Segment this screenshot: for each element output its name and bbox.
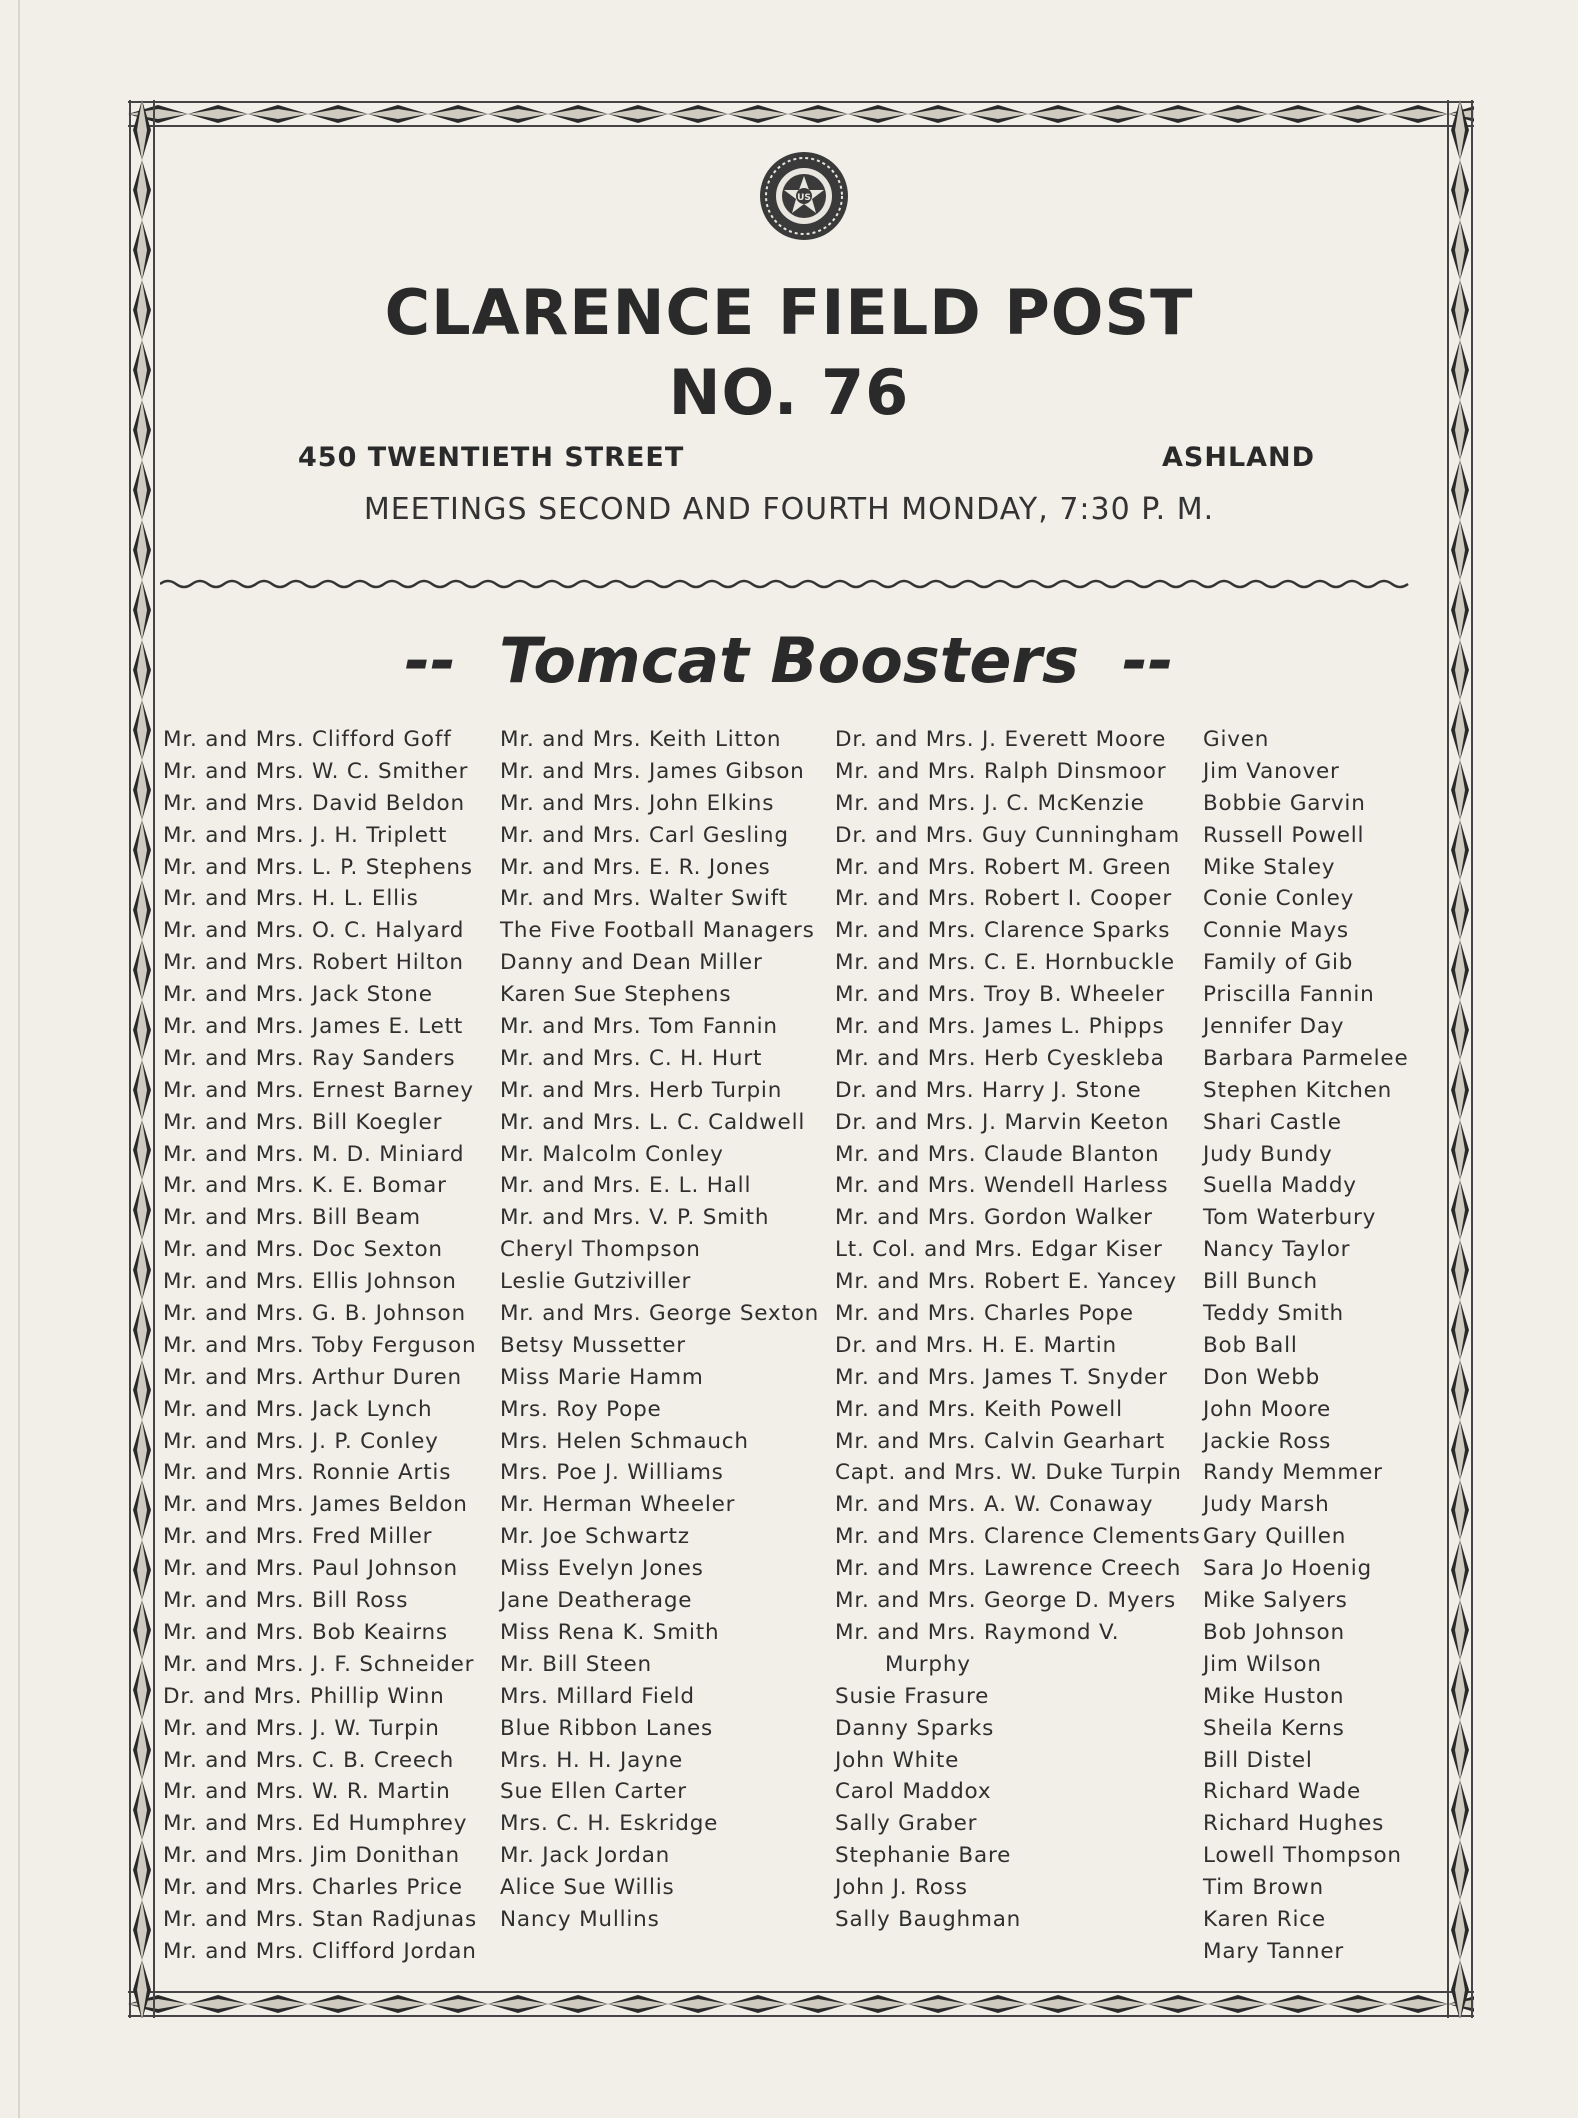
booster-name: Carol Maddox bbox=[835, 1779, 992, 1805]
booster-name: Mr. and Mrs. Walter Swift bbox=[500, 886, 788, 912]
booster-name: Mr. and Mrs. James Beldon bbox=[163, 1492, 468, 1518]
booster-name: Dr. and Mrs. Harry J. Stone bbox=[835, 1077, 1142, 1103]
booster-name: Richard Wade bbox=[1203, 1779, 1362, 1805]
booster-name: Leslie Gutziviller bbox=[500, 1269, 692, 1295]
booster-name: Miss Marie Hamm bbox=[500, 1364, 704, 1390]
city: ASHLAND bbox=[1162, 442, 1316, 473]
booster-name: Randy Memmer bbox=[1203, 1460, 1383, 1486]
booster-name: Mr. and Mrs. James L. Phipps bbox=[835, 1014, 1165, 1040]
booster-name: Nancy Mullins bbox=[500, 1906, 660, 1932]
booster-name: Russell Powell bbox=[1203, 822, 1365, 848]
booster-name: Bill Bunch bbox=[1203, 1269, 1318, 1295]
meeting-schedule: MEETINGS SECOND AND FOURTH MONDAY, 7:30 P. M. bbox=[363, 492, 1215, 527]
booster-name: Mr. and Mrs. James Gibson bbox=[500, 758, 805, 784]
booster-name: Mr. and Mrs. Tom Fannin bbox=[500, 1014, 778, 1040]
booster-name: Sheila Kerns bbox=[1203, 1715, 1345, 1741]
booster-name: Mr. and Mrs. Fred Miller bbox=[163, 1524, 433, 1550]
booster-name: Mr. and Mrs. Clifford Jordan bbox=[163, 1938, 477, 1964]
booster-name: Jim Vanover bbox=[1203, 758, 1340, 784]
booster-name: Nancy Taylor bbox=[1203, 1237, 1351, 1263]
booster-name: Jane Deatherage bbox=[500, 1588, 693, 1614]
booster-name: Mr. and Mrs. J. H. Triplett bbox=[163, 822, 448, 848]
booster-name: Mr. and Mrs. Toby Ferguson bbox=[163, 1332, 477, 1358]
booster-name: Mr. and Mrs. Ray Sanders bbox=[163, 1045, 456, 1071]
street-address: 450 TWENTIETH STREET bbox=[298, 442, 685, 473]
booster-name: Dr. and Mrs. H. E. Martin bbox=[835, 1332, 1117, 1358]
booster-name: Mr. and Mrs. John Elkins bbox=[500, 790, 775, 816]
booster-name: Mrs. H. H. Jayne bbox=[500, 1747, 684, 1773]
booster-name: Mr. and Mrs. K. E. Bomar bbox=[163, 1173, 447, 1199]
booster-name: Mr. and Mrs. Robert Hilton bbox=[163, 950, 464, 976]
booster-name: Mr. and Mrs. Charles Pope bbox=[835, 1301, 1134, 1327]
booster-name: Mr. and Mrs. Jack Stone bbox=[163, 982, 433, 1008]
booster-name: Mr. and Mrs. Jim Donithan bbox=[163, 1843, 460, 1869]
booster-name: Mr. Bill Steen bbox=[500, 1651, 652, 1677]
booster-name: Mr. and Mrs. V. P. Smith bbox=[500, 1205, 770, 1231]
booster-name: Mr. and Mrs. Bill Koegler bbox=[163, 1109, 443, 1135]
booster-name: Tim Brown bbox=[1203, 1875, 1324, 1901]
svg-text:US: US bbox=[797, 193, 811, 203]
booster-name: Mr. and Mrs. Bill Ross bbox=[163, 1588, 409, 1614]
booster-name: Mr. Joe Schwartz bbox=[500, 1524, 690, 1550]
booster-name: Judy Bundy bbox=[1203, 1141, 1333, 1167]
booster-name: Mrs. Poe J. Williams bbox=[500, 1460, 724, 1486]
booster-name: Karen Sue Stephens bbox=[500, 982, 732, 1008]
post-title: CLARENCE FIELD POST bbox=[384, 276, 1194, 349]
booster-name: Family of Gib bbox=[1203, 950, 1354, 976]
booster-name: Mary Tanner bbox=[1203, 1938, 1344, 1964]
booster-name: Sue Ellen Carter bbox=[500, 1779, 687, 1805]
booster-name: Mr. and Mrs. W. C. Smither bbox=[163, 758, 469, 784]
booster-name: Mr. and Mrs. Carl Gesling bbox=[500, 822, 789, 848]
booster-name: Blue Ribbon Lanes bbox=[500, 1715, 714, 1741]
booster-name: Bob Ball bbox=[1203, 1332, 1298, 1358]
booster-name: Dr. and Mrs. J. Everett Moore bbox=[835, 727, 1167, 752]
section-heading: -- Tomcat Boosters -- bbox=[404, 624, 1174, 697]
booster-name: Mike Huston bbox=[1203, 1683, 1345, 1709]
booster-name: Mr. and Mrs. C. H. Hurt bbox=[500, 1045, 763, 1071]
booster-name: Mr. and Mrs. Gordon Walker bbox=[835, 1205, 1153, 1231]
booster-name: Mr. and Mrs. H. L. Ellis bbox=[163, 886, 419, 912]
booster-name: Mr. and Mrs. Ronnie Artis bbox=[163, 1460, 452, 1486]
booster-name: Mr. and Mrs. Clarence Clements bbox=[835, 1524, 1201, 1550]
booster-name: Mr. and Mrs. Wendell Harless bbox=[835, 1173, 1169, 1199]
booster-name: Richard Hughes bbox=[1203, 1811, 1385, 1837]
booster-name: Priscilla Fannin bbox=[1203, 982, 1375, 1008]
booster-name: Mr. and Mrs. M. D. Miniard bbox=[163, 1141, 465, 1167]
booster-name: Mr. and Mrs. Claude Blanton bbox=[835, 1141, 1160, 1167]
booster-name: John White bbox=[835, 1747, 960, 1773]
booster-name: Suella Maddy bbox=[1203, 1173, 1357, 1199]
booster-name: Mr. and Mrs. G. B. Johnson bbox=[163, 1301, 466, 1327]
booster-name: Dr. and Mrs. J. Marvin Keeton bbox=[835, 1109, 1170, 1135]
booster-name: John J. Ross bbox=[835, 1875, 968, 1901]
booster-name: Stephen Kitchen bbox=[1203, 1077, 1393, 1103]
booster-name: Mrs. Roy Pope bbox=[500, 1396, 662, 1422]
booster-name: Mr. and Mrs. Ellis Johnson bbox=[163, 1269, 457, 1295]
booster-name: Don Webb bbox=[1203, 1364, 1321, 1390]
post-number: NO. 76 bbox=[668, 356, 910, 429]
booster-name: Teddy Smith bbox=[1203, 1301, 1344, 1327]
booster-name: Jennifer Day bbox=[1203, 1014, 1345, 1040]
booster-name: Lt. Col. and Mrs. Edgar Kiser bbox=[835, 1237, 1163, 1263]
booster-name: Mr. and Mrs. Stan Radjunas bbox=[163, 1906, 478, 1932]
booster-name: Karen Rice bbox=[1203, 1906, 1326, 1932]
booster-name: Mr. and Mrs. Robert I. Cooper bbox=[835, 886, 1172, 912]
booster-name: Jackie Ross bbox=[1203, 1428, 1332, 1454]
booster-name: Mr. and Mrs. Clifford Goff bbox=[163, 727, 452, 752]
booster-name: John Moore bbox=[1203, 1396, 1332, 1422]
booster-name: Mr. and Mrs. Paul Johnson bbox=[163, 1556, 458, 1582]
booster-name: Mr. and Mrs. J. C. McKenzie bbox=[835, 790, 1145, 816]
booster-name: Mr. and Mrs. Bob Keairns bbox=[163, 1619, 448, 1645]
booster-column-1 bbox=[163, 724, 477, 1968]
booster-name: Mr. and Mrs. Robert E. Yancey bbox=[835, 1269, 1177, 1295]
booster-name: Betsy Mussetter bbox=[500, 1332, 686, 1358]
booster-name: Mr. and Mrs. Ernest Barney bbox=[163, 1077, 474, 1103]
american-legion-emblem-icon bbox=[758, 150, 850, 242]
border-top bbox=[128, 100, 1474, 128]
booster-name: Mr. and Mrs. Clarence Sparks bbox=[835, 918, 1171, 944]
booster-name: Mr. and Mrs. Charles Price bbox=[163, 1875, 463, 1901]
booster-column-2 bbox=[500, 724, 819, 1936]
booster-name: Cheryl Thompson bbox=[500, 1237, 701, 1263]
wavy-divider bbox=[160, 574, 1440, 594]
booster-name: Mr. and Mrs. Keith Litton bbox=[500, 727, 782, 752]
booster-name: Murphy bbox=[885, 1651, 971, 1677]
booster-name: Mr. and Mrs. James T. Snyder bbox=[835, 1364, 1168, 1390]
booster-name: Mr. Jack Jordan bbox=[500, 1843, 671, 1869]
booster-name: Danny and Dean Miller bbox=[500, 950, 763, 976]
booster-name: Danny Sparks bbox=[835, 1715, 995, 1741]
booster-name: Mrs. Millard Field bbox=[500, 1683, 695, 1709]
booster-name: Mr. and Mrs. L. C. Caldwell bbox=[500, 1109, 806, 1135]
booster-name: Sally Graber bbox=[835, 1811, 978, 1837]
booster-name: Judy Marsh bbox=[1203, 1492, 1330, 1518]
booster-name: Mr. and Mrs. Herb Turpin bbox=[500, 1077, 783, 1103]
booster-name: Mr. Herman Wheeler bbox=[500, 1492, 736, 1518]
booster-name: Connie Mays bbox=[1203, 918, 1349, 944]
booster-name: Alice Sue Willis bbox=[500, 1875, 675, 1901]
booster-name: Mike Salyers bbox=[1203, 1588, 1348, 1614]
booster-name: Jim Wilson bbox=[1203, 1651, 1322, 1677]
booster-name: Given bbox=[1203, 727, 1270, 752]
booster-name: Barbara Parmelee bbox=[1203, 1045, 1409, 1071]
booster-name: Mr. and Mrs. George Sexton bbox=[500, 1301, 820, 1327]
border-bottom bbox=[128, 1990, 1474, 2018]
booster-name: Mr. and Mrs. George D. Myers bbox=[835, 1588, 1177, 1614]
booster-name: Bill Distel bbox=[1203, 1747, 1313, 1773]
booster-name: Mr. and Mrs. J. F. Schneider bbox=[163, 1651, 475, 1677]
booster-column-3 bbox=[835, 724, 1201, 1936]
booster-name: Mr. and Mrs. L. P. Stephens bbox=[163, 854, 473, 880]
booster-name: Mr. and Mrs. J. P. Conley bbox=[163, 1428, 439, 1454]
booster-name: Mr. and Mrs. A. W. Conaway bbox=[835, 1492, 1154, 1518]
booster-name: Mr. and Mrs. Bill Beam bbox=[163, 1205, 421, 1231]
booster-name: Mr. and Mrs. W. R. Martin bbox=[163, 1779, 451, 1805]
booster-name: Mr. and Mrs. Keith Powell bbox=[835, 1396, 1123, 1422]
booster-name: Mr. and Mrs. E. R. Jones bbox=[500, 854, 771, 880]
booster-name: Mr. Malcolm Conley bbox=[500, 1141, 724, 1167]
booster-name: Mr. and Mrs. David Beldon bbox=[163, 790, 465, 816]
booster-name: Sara Jo Hoenig bbox=[1203, 1556, 1372, 1582]
booster-name: Susie Frasure bbox=[835, 1683, 990, 1709]
booster-name: Conie Conley bbox=[1203, 886, 1355, 912]
booster-name: Mr. and Mrs. Raymond V. bbox=[835, 1619, 1120, 1645]
booster-name: Sally Baughman bbox=[835, 1906, 1022, 1932]
booster-name: The Five Football Managers bbox=[500, 918, 815, 944]
booster-name: Stephanie Bare bbox=[835, 1843, 1012, 1869]
booster-name: Mrs. Helen Schmauch bbox=[500, 1428, 749, 1454]
booster-name: Mr. and Mrs. Ed Humphrey bbox=[163, 1811, 468, 1837]
booster-name: Mr. and Mrs. C. B. Creech bbox=[163, 1747, 455, 1773]
booster-name: Bobbie Garvin bbox=[1203, 790, 1366, 816]
booster-name: Capt. and Mrs. W. Duke Turpin bbox=[835, 1460, 1182, 1486]
booster-name: Mr. and Mrs. E. L. Hall bbox=[500, 1173, 752, 1199]
booster-name: Dr. and Mrs. Phillip Winn bbox=[163, 1683, 445, 1709]
booster-name: Miss Rena K. Smith bbox=[500, 1619, 720, 1645]
booster-name: Shari Castle bbox=[1203, 1109, 1342, 1135]
booster-name: Miss Evelyn Jones bbox=[500, 1556, 704, 1582]
booster-name: Lowell Thompson bbox=[1203, 1843, 1402, 1869]
booster-name: Mr. and Mrs. James E. Lett bbox=[163, 1014, 464, 1040]
booster-name: Gary Quillen bbox=[1203, 1524, 1347, 1550]
booster-name: Mr. and Mrs. Jack Lynch bbox=[163, 1396, 433, 1422]
booster-name: Mr. and Mrs. O. C. Halyard bbox=[163, 918, 465, 944]
booster-name: Mr. and Mrs. Robert M. Green bbox=[835, 854, 1172, 880]
booster-name: Mr. and Mrs. C. E. Hornbuckle bbox=[835, 950, 1175, 976]
booster-name: Mr. and Mrs. Doc Sexton bbox=[163, 1237, 443, 1263]
booster-name: Mr. and Mrs. Arthur Duren bbox=[163, 1364, 462, 1390]
booster-column-4 bbox=[1203, 724, 1408, 1968]
booster-name: Mr. and Mrs. Herb Cyeskleba bbox=[835, 1045, 1165, 1071]
booster-name: Mr. and Mrs. Calvin Gearhart bbox=[835, 1428, 1165, 1454]
booster-name: Mr. and Mrs. Troy B. Wheeler bbox=[835, 982, 1165, 1008]
booster-name: Mr. and Mrs. Ralph Dinsmoor bbox=[835, 758, 1167, 784]
booster-name: Dr. and Mrs. Guy Cunningham bbox=[835, 822, 1180, 848]
booster-name: Mr. and Mrs. J. W. Turpin bbox=[163, 1715, 440, 1741]
booster-name: Bob Johnson bbox=[1203, 1619, 1345, 1645]
booster-name: Mr. and Mrs. Lawrence Creech bbox=[835, 1556, 1182, 1582]
booster-name: Tom Waterbury bbox=[1203, 1205, 1377, 1231]
booster-name: Mike Staley bbox=[1203, 854, 1336, 880]
booster-name: Mrs. C. H. Eskridge bbox=[500, 1811, 719, 1837]
